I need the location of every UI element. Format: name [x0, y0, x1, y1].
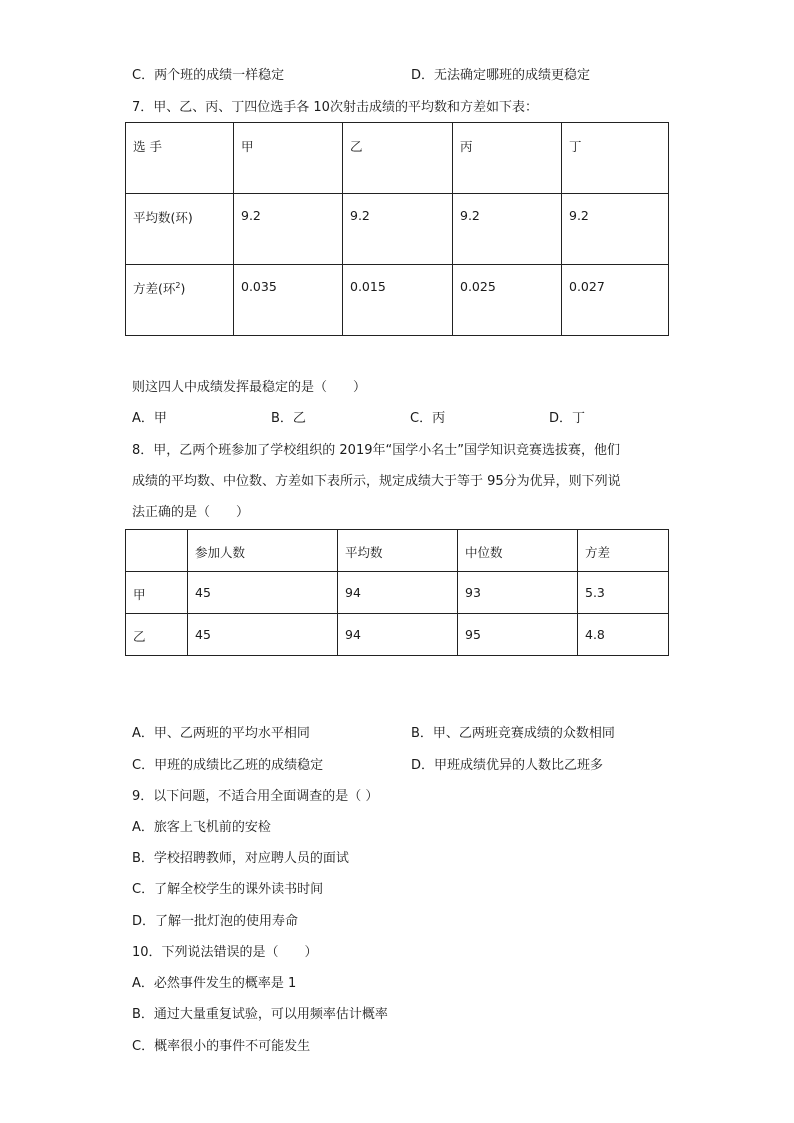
table-cell: 45	[188, 572, 338, 614]
table-cell: 94	[338, 572, 458, 614]
q7-option-c: C．丙	[410, 411, 446, 426]
q8-option-b: B．甲、乙两班竞赛成绩的众数相同	[411, 726, 615, 741]
table-cell: 9.2	[562, 194, 669, 265]
q8-option-c: C．甲班的成绩比乙班的成绩稳定	[132, 758, 324, 773]
table-cell: 0.025	[453, 265, 562, 336]
table-cell: 45	[188, 614, 338, 656]
table-header-cell: 中位数	[458, 530, 578, 572]
table-header-cell: 选 手	[126, 123, 234, 194]
table-cell: 4.8	[578, 614, 669, 656]
table-cell: 乙	[126, 614, 188, 656]
table-header-cell: 甲	[234, 123, 343, 194]
q8-option-a: A．甲、乙两班的平均水平相同	[132, 726, 310, 741]
q8-stem-line-3: 法正确的是（ ）	[132, 505, 250, 520]
table-cell: 0.027	[562, 265, 669, 336]
table-row	[126, 194, 669, 265]
unit-close-paren: )	[180, 281, 186, 296]
q8-table	[125, 529, 669, 656]
table-cell: 95	[458, 614, 578, 656]
table-cell	[126, 265, 234, 336]
q7-question: 则这四人中成绩发挥最稳定的是（ ）	[132, 380, 367, 395]
q10-option-b: B．通过大量重复试验，可以用频率估计概率	[132, 1007, 388, 1022]
q9-stem: 9．以下问题，不适合用全面调查的是（ ）	[132, 789, 379, 804]
table-header-cell: 方差	[578, 530, 669, 572]
table-row	[126, 265, 669, 336]
q7-option-d: D．丁	[549, 411, 586, 426]
q6-option-c: C．两个班的成绩一样稳定	[132, 68, 285, 83]
q8-stem-line-2: 成绩的平均数、中位数、方差如下表所示，规定成绩大于等于 95分为优异，则下列说	[132, 474, 621, 489]
table-header-cell	[126, 530, 188, 572]
table-header-row	[126, 530, 669, 572]
table-header-cell: 丁	[562, 123, 669, 194]
table-cell: 平均数(环)	[126, 194, 234, 265]
q10-stem: 10．下列说法错误的是（ ）	[132, 945, 318, 960]
table-cell: 0.015	[343, 265, 453, 336]
table-cell: 0.035	[234, 265, 343, 336]
q10-option-c: C．概率很小的事件不可能发生	[132, 1039, 311, 1054]
variance-label: 方差(环	[133, 281, 176, 296]
unit-superscript: 2	[175, 280, 181, 290]
table-header-cell: 丙	[453, 123, 562, 194]
q7-table	[125, 122, 669, 336]
table-header-cell: 平均数	[338, 530, 458, 572]
q7-option-b: B．乙	[271, 411, 306, 426]
q9-option-d: D．了解一批灯泡的使用寿命	[132, 914, 299, 929]
table-cell: 9.2	[234, 194, 343, 265]
table-header-row	[126, 123, 669, 194]
q10-option-a: A．必然事件发生的概率是 1	[132, 976, 297, 991]
table-cell: 甲	[126, 572, 188, 614]
table-cell: 9.2	[343, 194, 453, 265]
table-header-cell: 参加人数	[188, 530, 338, 572]
table-cell: 9.2	[453, 194, 562, 265]
q6-option-d: D．无法确定哪班的成绩更稳定	[411, 68, 591, 83]
q7-option-a: A．甲	[132, 411, 167, 426]
q7-stem: 7．甲、乙、丙、丁四位选手各 10次射击成绩的平均数和方差如下表：	[132, 100, 538, 115]
table-cell: 93	[458, 572, 578, 614]
table-row	[126, 572, 669, 614]
q8-option-d: D．甲班成绩优异的人数比乙班多	[411, 758, 604, 773]
table-cell: 94	[338, 614, 458, 656]
q9-option-a: A．旅客上飞机前的安检	[132, 820, 271, 835]
table-row	[126, 614, 669, 656]
table-header-cell: 乙	[343, 123, 453, 194]
q8-stem-line-1: 8．甲，乙两个班参加了学校组织的 2019年“国学小名士”国学知识竞赛选拔赛，他们	[132, 443, 620, 458]
table-cell: 5.3	[578, 572, 669, 614]
q9-option-b: B．学校招聘教师，对应聘人员的面试	[132, 851, 349, 866]
q9-option-c: C．了解全校学生的课外读书时间	[132, 882, 324, 897]
